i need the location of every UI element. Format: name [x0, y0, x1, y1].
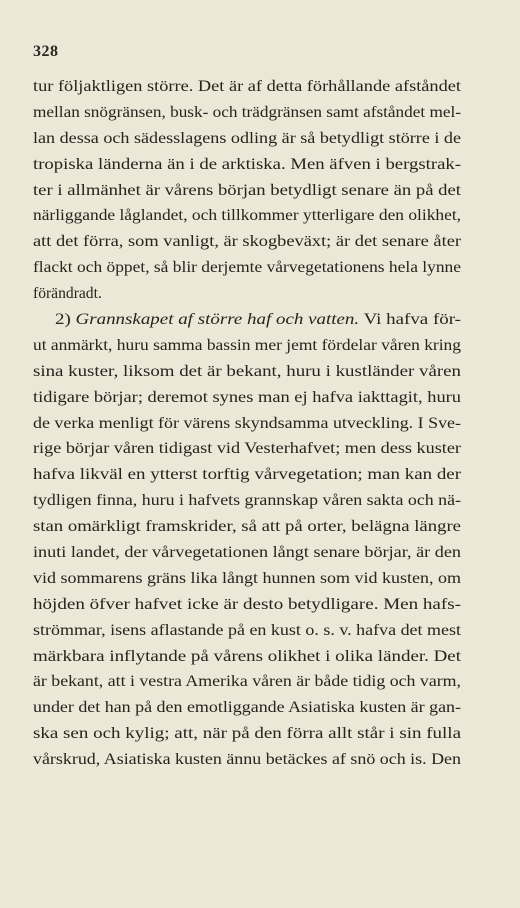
text-line: tidigare börjar; deremot synes man ej hafva iakttagit, huru: [33, 388, 462, 406]
text-line: närliggande låglandet, och tillkommer ytterligare den olikhet,: [33, 207, 461, 225]
text-line: vid sommarens gräns lika långt hunnen som vid kusten, om: [33, 569, 461, 587]
text-line: lan dessa och sädesslagens odling är så betydligt större i de: [33, 129, 461, 147]
text-line: flackt och öppet, så blir derjemte vårvegetationens hela lynne: [33, 259, 461, 277]
text-line: sina kuster, liksom det är bekant, huru i kustländer våren: [33, 362, 462, 380]
section-heading-line: 2) Grannskapet af större haf och vatten. Vi hafva för-: [55, 311, 461, 329]
text-line: höjden öfver hafvet icke är desto betydligare. Men hafs-: [33, 595, 462, 613]
section-heading-italic: Grannskapet af större haf och vatten.: [75, 311, 360, 329]
text-line: mellan snögränsen, busk- och trädgränsen samt afståndet mel-: [33, 103, 461, 121]
page-number: 328: [33, 43, 59, 60]
text-line: de verka menligt för värens skyndsamma utveckling. I Sve-: [33, 414, 462, 432]
text-line: ut anmärkt, huru samma bassin mer jemt fördelar våren kring: [33, 336, 461, 354]
text-line: under det han på den emotliggande Asiatiska kusten är gan-: [33, 699, 462, 717]
text-line: stan omärkligt framskrider, så att på orter, belägna längre: [33, 518, 461, 536]
text-line: vårskrud, Asiatiska kusten ännu betäckes af snö och is. Den: [33, 751, 461, 769]
text-line: strömmar, isens aflastande på en kust o. s. v. hafva det mest: [33, 621, 461, 639]
text-line: tur följaktligen större. Det är af detta förhållande afståndet: [33, 78, 461, 95]
text-line: tropiska länderna än i de arktiska. Men äfven i bergstrak-: [33, 155, 461, 173]
text-line: hafva likväl en ytterst torftig vårvegetation; man kan der: [33, 466, 461, 484]
text-line: märkbara inflytande på vårens olikhet i olika länder. Det: [33, 647, 462, 665]
text-line: är bekant, att i vestra Amerika våren är både tidig och varm,: [33, 673, 461, 691]
body-text: [33, 74, 461, 773]
text-line: ter i allmänhet är vårens början betydligt senare än på det: [33, 181, 462, 199]
text-line: förändradt.: [33, 285, 102, 303]
text-line: tydligen finna, huru i hafvets grannskap våren sakta och nä-: [33, 492, 461, 510]
text-line: ska sen och kylig; att, när på den förra allt står i sin fulla: [33, 725, 462, 743]
text-line: att det förra, som vanligt, är skogbeväxt; är det senare åter: [33, 233, 461, 251]
text-line: inuti landet, der vårvegetationen långt senare börjar, är den: [33, 544, 462, 562]
text-line: rige börjar våren tidigast vid Vesterhafvet; men dess kuster: [33, 440, 461, 458]
